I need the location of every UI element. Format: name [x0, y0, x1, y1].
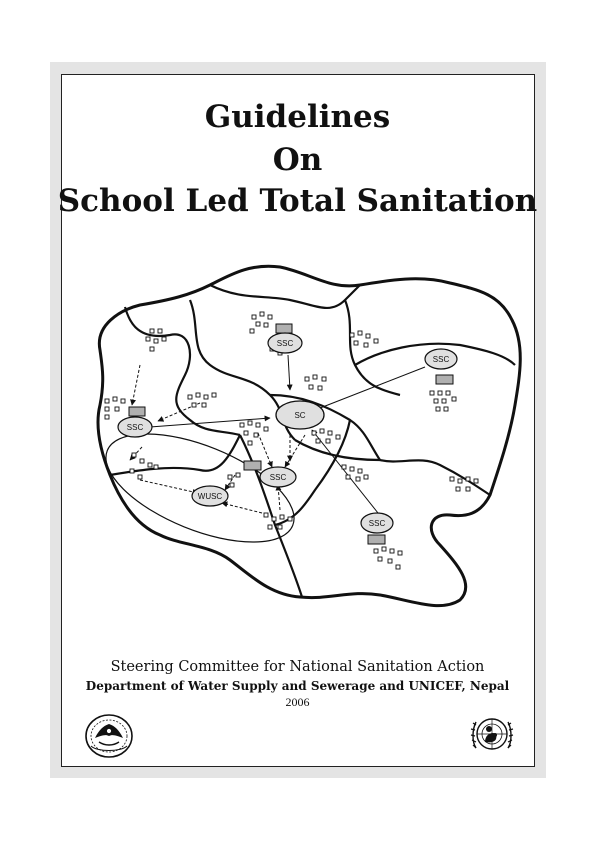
node-ssc-right	[425, 349, 457, 369]
title-line-3: School Led Total Sanitation	[57, 183, 538, 219]
node-wusc	[192, 486, 228, 506]
title-line-1: Guidelines	[204, 99, 391, 135]
district-network-diagram	[80, 255, 530, 615]
label-ssc-center: SSC	[269, 473, 287, 482]
node-ssc-top	[268, 333, 302, 353]
publication-year: 2006	[285, 695, 310, 709]
node-ssc-center	[260, 467, 296, 487]
district-boundary	[98, 266, 520, 605]
label-sc: SC	[294, 411, 306, 420]
publisher-committee: Steering Committee for National Sanitation Action	[110, 659, 485, 675]
node-sc	[276, 401, 324, 429]
title-line-2: On	[272, 142, 323, 178]
node-ssc-bottom	[361, 513, 393, 533]
unicef-emblem-icon	[466, 712, 518, 760]
label-ssc-right: SSC	[432, 355, 450, 364]
nepal-government-emblem-icon	[83, 712, 135, 760]
label-ssc-left: SSC	[126, 423, 144, 432]
label-ssc-top: SSC	[276, 339, 294, 348]
label-wusc: WUSC	[197, 492, 223, 501]
publisher-department: Department of Water Supply and Sewerage and UNICEF, Nepal	[85, 679, 510, 693]
label-ssc-bottom: SSC	[368, 519, 386, 528]
district-map-svg	[80, 255, 530, 615]
node-ssc-left	[118, 417, 152, 437]
